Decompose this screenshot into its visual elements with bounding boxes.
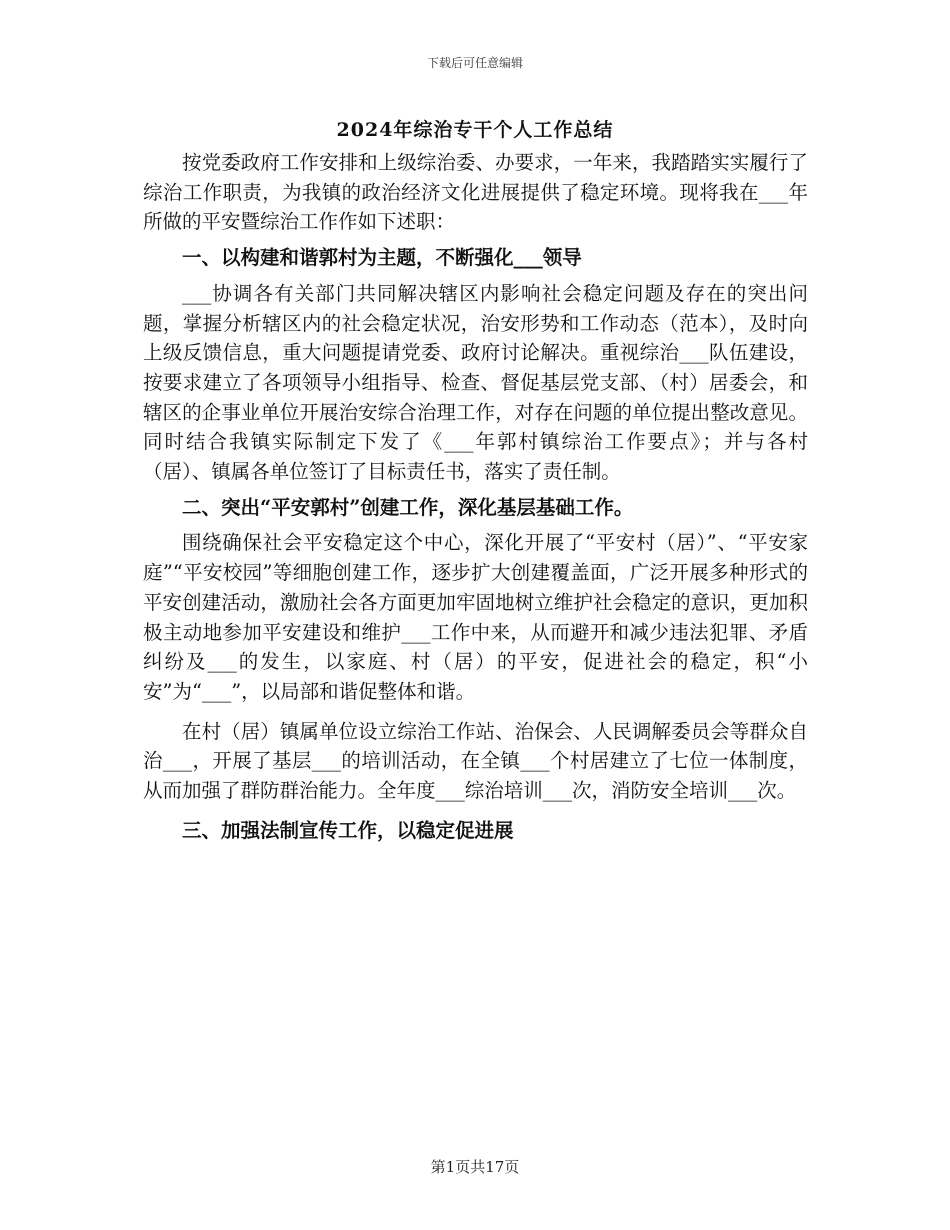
section-2-heading: 二、突出“平安郭村”创建工作，深化基层基础工作。 <box>182 495 634 519</box>
document-title: 2024年综治专干个人工作总结 <box>336 119 614 141</box>
section-1-paragraph: ___协调各有关部门共同解决辖区内影响社会稳定问题及存在的突出问题，掌握分析辖区内的社会稳定状况，治安形势和工作动态（范本），及时向上级反馈信息，重大问题提请党委、政府讨论解决。重视综治___队伍建设，按要求建立了各项领导小组指导、检查、督促基层党支部、（村）居委会，和辖区的企事业单位开展治安综合治理工作，对存在问题的单位提出整改意见。同时结合我镇实际制定下发了《___年郭村镇综治工作要点》；并与各村（居）、镇属各单位签订了目标责任书，落实了责任制。 <box>143 281 808 484</box>
section-1-heading: 一、以构建和谐郭村为主题，不断强化___领导 <box>182 246 582 270</box>
document-body <box>143 148 808 845</box>
section-2-paragraph-1: 围绕确保社会平安稳定这个中心，深化开展了“平安村（居）”、“平安家庭”“平安校园”等细胞创建工作，逐步扩大创建覆盖面，广泛开展多种形式的平安创建活动，激励社会各方面更加牢固地树立维护社会稳定的意识，更加积极主动地参加平安建设和维护___工作中来，从而避开和减少违法犯罪、矛盾纠纷及___的发生，以家庭、村（居）的平安，促进社会的稳定，积“小安”为“___”，以局部和谐促整体和谐。 <box>143 531 808 703</box>
section-3-heading: 三、加强法制宣传工作，以稳定促进展 <box>182 818 514 842</box>
page-header-note: 下载后可任意编辑 <box>426 56 523 70</box>
page-footer-number: 第1页共17页 <box>430 1158 520 1176</box>
intro-paragraph: 按党委政府工作安排和上级综治委、办要求，一年来，我踏踏实实履行了综治工作职责，为我镇的政治经济文化进展提供了稳定环境。现将我在___年所做的平安暨综治工作作如下述职： <box>143 151 808 234</box>
section-2-paragraph-2: 在村（居）镇属单位设立综治工作站、治保会、人民调解委员会等群众自治___，开展了基层___的培训活动，在全镇___个村居建立了七位一体制度，从而加强了群防群治能力。全年度___综治培训___次，消防安全培训___次。 <box>143 719 808 803</box>
